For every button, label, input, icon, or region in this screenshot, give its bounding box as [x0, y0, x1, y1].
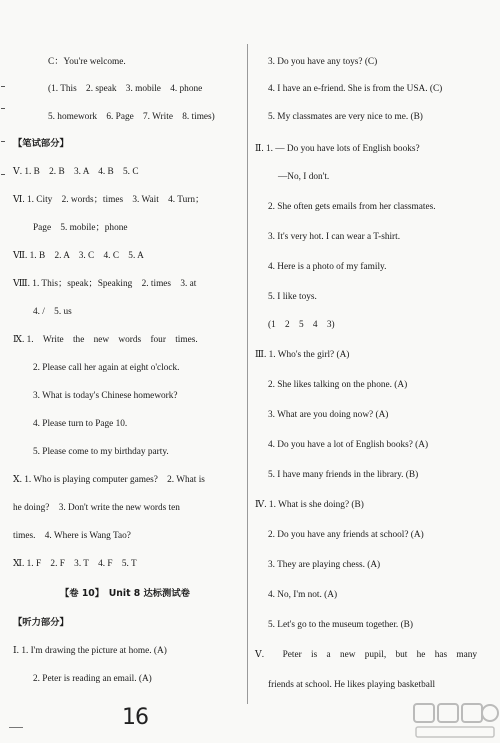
left-line: Page 5. mobile；phone	[33, 223, 128, 233]
right-line: 2. She often gets emails from her classmates.	[268, 202, 436, 212]
right-line: 3. What are you doing now? (A)	[268, 410, 389, 420]
right-line: Ⅴ. Peter is a new pupil, but he has many	[255, 650, 478, 660]
left-line: 5. homework 6. Page 7. Write 8. times)	[48, 112, 215, 122]
right-line: 5. Let's go to the museum together. (B)	[268, 620, 413, 630]
right-line: 2. She likes talking on the phone. (A)	[268, 380, 408, 390]
left-line: C：You're welcome.	[48, 57, 126, 67]
left-line: Ⅵ. 1. City 2. words；times 3. Wait 4. Turn；	[13, 195, 205, 205]
right-line: 3. Do you have any toys? (C)	[268, 57, 378, 67]
left-line: Ⅸ. 1. Write the new words four times.	[13, 335, 198, 345]
right-line: (1 2 5 4 3)	[268, 320, 335, 330]
right-line: —No, I don't.	[278, 172, 330, 182]
right-line: 5. I have many friends in the library. (B)	[268, 470, 419, 480]
right-line: Ⅱ. 1. — Do you have lots of English books?	[255, 144, 420, 154]
left-line: 【卷 10】 Unit 8 达标测试卷	[60, 588, 190, 599]
right-line: 4. Here is a photo of my family.	[268, 262, 387, 272]
margin-ticks	[0, 86, 6, 186]
right-line: 3. They are playing chess. (A)	[268, 560, 381, 570]
left-line: Ⅺ. 1. F 2. F 3. T 4. F 5. T	[13, 559, 137, 569]
left-line: Ⅹ. 1. Who is playing computer games? 2. What is	[13, 475, 205, 485]
right-line: friends at school. He likes playing basketball	[268, 680, 436, 690]
right-line: 2. Do you have any friends at school? (A)	[268, 530, 424, 540]
handwritten-page-number: 16	[122, 705, 148, 730]
left-line: 4. Please turn to Page 10.	[33, 419, 128, 429]
right-line: 3. It's very hot. I can wear a T-shirt.	[268, 232, 401, 242]
left-line: Ⅴ. 1. B 2. B 3. A 4. B 5. C	[13, 167, 139, 177]
left-line: 3. What is today's Chinese homework?	[33, 391, 178, 401]
left-line: Ⅰ. 1. I'm drawing the picture at home. (A)	[13, 646, 167, 656]
right-line: 4. I have an e-friend. She is from the USA. (C)	[268, 84, 443, 94]
left-line: 2. Please call her again at eight o'clock.	[33, 363, 180, 373]
right-line: 4. No, I'm not. (A)	[268, 590, 338, 600]
footer-rule	[9, 727, 23, 728]
right-line: 5. My classmates are very nice to me. (B)	[268, 112, 423, 122]
left-line: he doing? 3. Don't write the new words ten	[13, 503, 180, 513]
left-line: Ⅷ. 1. This；speak；Speaking 2. times 3. at	[13, 279, 197, 289]
left-line: 【听力部分】	[13, 617, 69, 628]
right-line: 5. I like toys.	[268, 292, 317, 302]
left-line: (1. This 2. speak 3. mobile 4. phone	[48, 84, 203, 94]
left-line: times. 4. Where is Wang Tao?	[13, 531, 131, 541]
left-line: 4. / 5. us	[33, 307, 72, 317]
right-line: Ⅳ. 1. What is she doing? (B)	[255, 500, 364, 510]
left-line: Ⅶ. 1. B 2. A 3. C 4. C 5. A	[13, 251, 144, 261]
right-line: 4. Do you have a lot of English books? (A)	[268, 440, 429, 450]
left-line: 5. Please come to my birthday party.	[33, 447, 169, 457]
watermark-logo	[410, 700, 500, 743]
left-line: 【笔试部分】	[13, 138, 69, 149]
left-line: 2. Peter is reading an email. (A)	[33, 674, 152, 684]
right-line: Ⅲ. 1. Who's the girl? (A)	[255, 350, 350, 360]
column-divider	[247, 44, 248, 704]
